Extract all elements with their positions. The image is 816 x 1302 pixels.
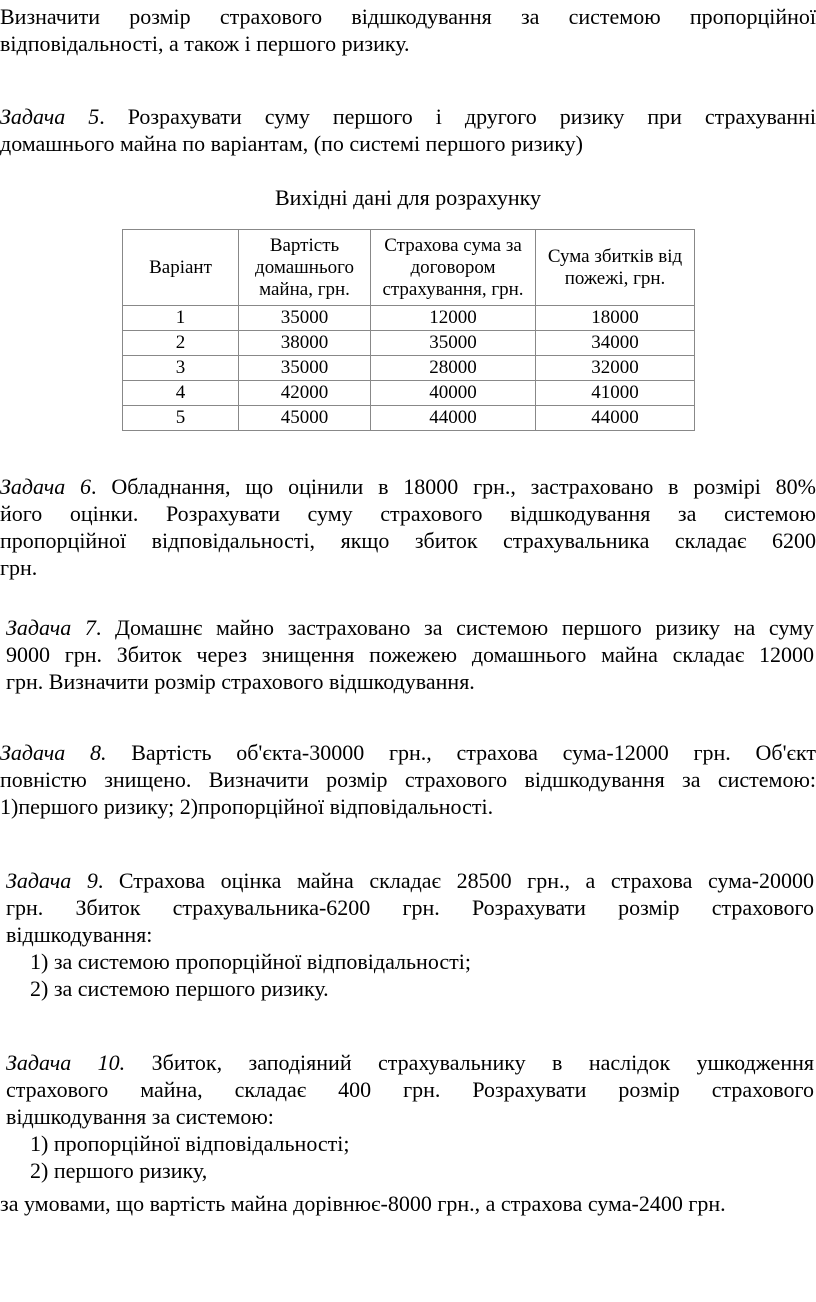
task8-line-3: 1)першого ризику; 2)пропорційної відповідальності. (0, 794, 494, 819)
table-caption: Вихідні дані для розрахунку (274, 185, 542, 210)
task7-label: Задача 7 (6, 615, 96, 640)
task7-line-1-text: . Домашнє майно застраховано за системою першого ризику на суму (95, 615, 814, 640)
header-fire-losses: Сума збитків від пожежі, грн. (536, 230, 695, 306)
table-cell: 35000 (239, 306, 371, 331)
task6-paragraph (0, 473, 816, 581)
task10-paragraph (6, 1049, 814, 1184)
task5-line-1-text: . Розрахувати суму першого і другого ризику при страхуванні (99, 104, 816, 129)
task6-line-1 (0, 473, 816, 500)
intro-paragraph (0, 3, 816, 57)
task10-line-1-text: Збиток, заподіяний страхувальнику в наслідок ушкодження (125, 1050, 814, 1075)
task9-line-3: відшкодування: (6, 922, 153, 947)
task5-line-1 (0, 103, 816, 130)
table-cell: 18000 (536, 306, 695, 331)
task7-line-1 (6, 614, 814, 641)
task9-item-2: 2) за системою першого ризику. (30, 976, 329, 1001)
task8-paragraph (0, 739, 816, 820)
task6-line-1-text: . Обладнання, що оцінили в 18000 грн., застраховано в розмірі 80% (91, 474, 816, 499)
task9-label: Задача 9 (6, 868, 98, 893)
table-header-row (123, 230, 695, 306)
task10-label: Задача 10. (6, 1050, 126, 1075)
table-cell: 5 (123, 406, 239, 431)
table-cell: 34000 (536, 331, 695, 356)
task8-line-2: повністю знищено. Визначити розмір страхового відшкодування за системою: (0, 767, 816, 792)
intro-line-2: відповідальності, а також і першого ризику. (0, 31, 410, 56)
task8-line-1-text: Вартість об'єкта-30000 грн., страхова сума-12000 грн. Об'єкт (106, 740, 816, 765)
table-row (123, 306, 695, 331)
table-row (123, 406, 695, 431)
data-table (122, 229, 695, 431)
task6-line-3: пропорційної відповідальності, якщо збиток страхувальника складає 6200 (0, 528, 816, 553)
task5-paragraph (0, 103, 816, 157)
header-property-value: Вартість домашнього майна, грн. (239, 230, 371, 306)
task10-item-1: 1) пропорційної відповідальності; (30, 1131, 350, 1156)
task8-line-1 (0, 739, 816, 766)
table-cell: 45000 (239, 406, 371, 431)
table-row (123, 381, 695, 406)
task7-line-3: грн. Визначити розмір страхового відшкодування. (6, 669, 475, 694)
table-cell: 4 (123, 381, 239, 406)
table-cell: 44000 (536, 406, 695, 431)
table-cell: 32000 (536, 356, 695, 381)
table-row (123, 356, 695, 381)
task9-line-1 (6, 867, 814, 894)
table-cell: 28000 (371, 356, 536, 381)
table-cell: 44000 (371, 406, 536, 431)
header-insured-sum: Страхова сума за договором страхування, грн. (371, 230, 536, 306)
task9-line-1-text: . Страхова оцінка майна складає 28500 грн., а страхова сума-20000 (97, 868, 814, 893)
task10-item-2: 2) першого ризику, (30, 1158, 208, 1183)
intro-line-1: Визначити розмір страхового відшкодування за системою пропорційної (0, 4, 816, 29)
task10-line-2: страхового майна, складає 400 грн. Розрахувати розмір страхового (6, 1077, 814, 1102)
table-cell: 12000 (371, 306, 536, 331)
header-variant: Варіант (123, 230, 239, 306)
table-cell: 35000 (239, 356, 371, 381)
table-cell: 41000 (536, 381, 695, 406)
task5-line-2: домашнього майна по варіантам, (по системі першого ризику) (0, 131, 583, 156)
table-cell: 35000 (371, 331, 536, 356)
table-cell: 2 (123, 331, 239, 356)
task7-line-2: 9000 грн. Збиток через знищення пожежею домашнього майна складає 12000 (6, 642, 814, 667)
task6-line-4: грн. (0, 555, 38, 580)
task5-label: Задача 5 (0, 104, 100, 129)
task9-item-1: 1) за системою пропорційної відповідальності; (30, 949, 471, 974)
task7-paragraph (6, 614, 814, 695)
table-cell: 1 (123, 306, 239, 331)
task10-last-line: за умовами, що вартість майна дорівнює-8000 грн., а страхова сума-2400 грн. (0, 1191, 726, 1216)
table-cell: 42000 (239, 381, 371, 406)
table-cell: 3 (123, 356, 239, 381)
table-row (123, 331, 695, 356)
task9-line-2: грн. Збиток страхувальника-6200 грн. Розрахувати розмір страхового (6, 895, 814, 920)
task10-line-1 (6, 1049, 814, 1076)
task8-label: Задача 8. (0, 740, 107, 765)
task10-line-3: відшкодування за системою: (6, 1104, 274, 1129)
task6-label: Задача 6 (0, 474, 92, 499)
table-cell: 40000 (371, 381, 536, 406)
table-cell: 38000 (239, 331, 371, 356)
task6-line-2: його оцінки. Розрахувати суму страхового відшкодування за системою (0, 501, 816, 526)
task9-paragraph (6, 867, 814, 1002)
